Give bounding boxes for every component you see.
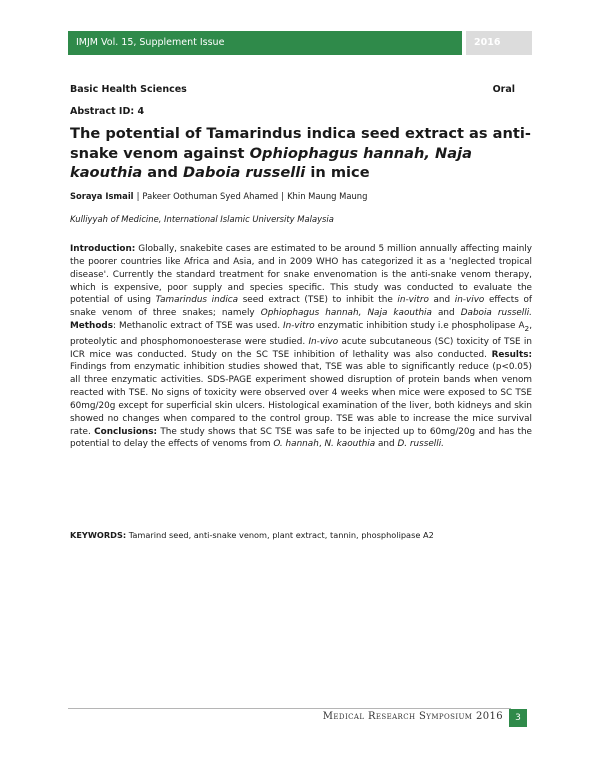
keywords-line xyxy=(70,530,434,540)
title-species-2: Daboia russelli xyxy=(183,164,306,181)
author-name: Khin Maung Maung xyxy=(287,191,368,201)
footer-symposium-title: Medical Research Symposium 2016 xyxy=(322,711,503,722)
abstract-id: Abstract ID: 4 xyxy=(70,106,145,117)
session-category: Basic Health Sciences xyxy=(70,84,187,95)
year-label: 2016 xyxy=(474,37,501,48)
footer-divider xyxy=(68,708,511,709)
affiliation: Kulliyyah of Medicine, International Islamic University Malaysia xyxy=(70,214,334,224)
journal-issue-label: IMJM Vol. 15, Supplement Issue xyxy=(76,37,225,48)
year-header-bar xyxy=(466,31,532,55)
paper-title: The potential of Tamarindus indica seed extract as anti-snake venom against Ophiophagus hannah, Naja kaouthia and Daboia russelli in mice xyxy=(70,125,531,181)
title-species-1: Ophiophagus hannah, Naja kaouthia xyxy=(70,144,472,181)
keywords-label: KEYWORDS: xyxy=(70,530,127,540)
author-name: Pakeer Oothuman Syed Ahamed xyxy=(142,191,279,201)
abstract-body: Introduction: Globally, snakebite cases are estimated to be around 5 million annually affecting mainly the poorer countries like Africa and Asia, and in 2009 WHO has categorized it as a 'neglected tropical disease'. Currently the standard treatment for snake envenomation is the anti-snake venom therapy, which is expensive, poor supply and species specific. This study was conducted to evaluate the potential of using Tamarindus indica seed extract (TSE) to inhibit the in-vitro and in-vivo effects of snake venom of three snakes; namely Ophiophagus hannah, Naja kaouthia and Daboia russelli. Methods: Methanolic extract of TSE was used. In-vitro enzymatic inhibition study i.e phospholipase $A_2$, proteolytic and phosphomonoesterase were studied. In-vivo acute subcutaneous (SC) toxicity of TSE in ICR mice was conducted. Study on the SC TSE inhibition of lethality was also conducted. Results: Findings from enzymatic inhibition studies showed that, TSE was able to significantly reduce (p<0.05) all three enzymatic activities. SDS-PAGE experiment showed disruption of protein bands when venom reacted with TSE. No signs of toxicity were observed over 4 weeks when mice were exposed to SC TSE 60mg/20g except for superficial skin ulcers. Histological examination of the liver, both kidneys and skin showed no changes when compared to the control group. TSE was able to increase the mice survival rate. Conclusions: The study shows that SC TSE was safe to be injected up to 60mg/20g and has the potential to delay the effects of venoms from O. hannah, N. kaouthia and D. russelli. xyxy=(70,244,533,450)
author-list xyxy=(70,191,367,201)
page-number: 3 xyxy=(509,709,527,727)
journal-header-bar xyxy=(68,31,462,55)
presentation-type: Oral xyxy=(492,84,515,95)
author-separator: | xyxy=(281,191,285,201)
author-separator: | xyxy=(136,191,140,201)
conclusions-heading: Conclusions: xyxy=(94,426,158,437)
intro-heading: Introduction: xyxy=(70,244,136,254)
keywords-text: Tamarind seed, anti-snake venom, plant extract, tannin, phospholipase A2 xyxy=(126,530,434,540)
results-heading: Results: xyxy=(491,349,532,360)
author-name: Soraya Ismail xyxy=(70,191,134,201)
methods-heading: Methods xyxy=(70,321,113,332)
